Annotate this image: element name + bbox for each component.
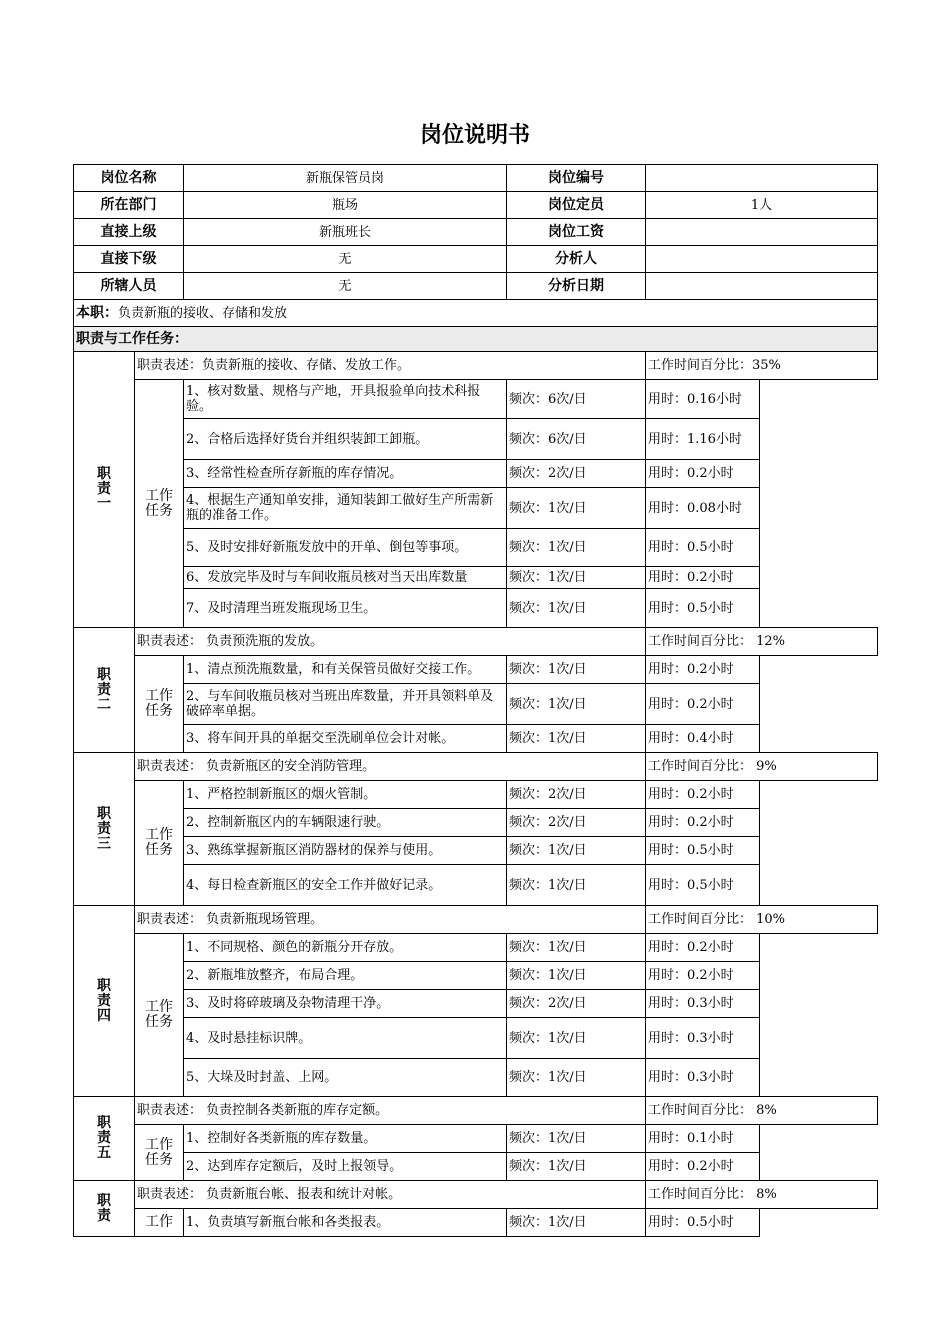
duty-description: 职责表述： 负责控制各类新瓶的库存定额。	[135, 1097, 646, 1125]
task-text: 7、及时清理当班发瓶现场卫生。	[184, 589, 507, 628]
task-label: 工作 任务	[135, 1125, 184, 1181]
benzhi-row	[74, 300, 878, 327]
section-row	[74, 327, 878, 352]
task-text: 2、达到库存定额后，及时上报领导。	[184, 1153, 507, 1181]
task-duration: 用时：0.4小时	[646, 725, 760, 753]
task-text: 4、每日检查新瓶区的安全工作并做好记录。	[184, 865, 507, 906]
task-frequency: 频次：2次/日	[507, 809, 646, 837]
task-text: 1、核对数量、规格与产地，开具报验单向技术科报验。	[184, 380, 507, 419]
duty-description: 职责表述： 负责新瓶区的安全消防管理。	[135, 753, 646, 781]
task-frequency: 频次：1次/日	[507, 1018, 646, 1059]
task-row	[74, 865, 878, 906]
duty-desc-row	[74, 1097, 878, 1125]
task-duration: 用时：0.2小时	[646, 460, 760, 488]
header-label: 岗位定员	[507, 192, 646, 219]
task-row	[74, 837, 878, 865]
duty-description: 职责表述： 负责预洗瓶的发放。	[135, 628, 646, 656]
task-duration: 用时：0.3小时	[646, 1018, 760, 1059]
task-frequency: 频次：1次/日	[507, 1153, 646, 1181]
task-text: 2、新瓶堆放整齐，布局合理。	[184, 962, 507, 990]
task-text: 2、与车间收瓶员核对当班出库数量，并开具领料单及破碎率单据。	[184, 684, 507, 725]
task-frequency: 频次：2次/日	[507, 781, 646, 809]
task-text: 6、发放完毕及时与车间收瓶员核对当天出库数量	[184, 567, 507, 589]
task-frequency: 频次：2次/日	[507, 460, 646, 488]
task-row	[74, 419, 878, 460]
task-row	[74, 589, 878, 628]
header-label: 分析人	[507, 246, 646, 273]
task-duration: 用时：0.2小时	[646, 684, 760, 725]
duty-time-percent: 工作时间百分比： 10%	[646, 906, 878, 934]
task-duration: 用时：0.5小时	[646, 589, 760, 628]
duty-desc-row	[74, 1181, 878, 1209]
task-text: 5、及时安排好新瓶发放中的开单、倒包等事项。	[184, 529, 507, 567]
task-duration: 用时：0.2小时	[646, 809, 760, 837]
task-row	[74, 656, 878, 684]
task-frequency: 频次：1次/日	[507, 488, 646, 529]
task-row	[74, 1153, 878, 1181]
job-description-table	[73, 164, 878, 1237]
duty-desc-row	[74, 352, 878, 380]
task-frequency: 频次：1次/日	[507, 962, 646, 990]
duty-time-percent: 工作时间百分比：35%	[646, 352, 878, 380]
task-frequency: 频次：1次/日	[507, 656, 646, 684]
task-duration: 用时：0.08小时	[646, 488, 760, 529]
task-duration: 用时：0.5小时	[646, 837, 760, 865]
header-value	[646, 246, 878, 273]
header-value: 瓶场	[184, 192, 507, 219]
task-row	[74, 725, 878, 753]
task-frequency: 频次：1次/日	[507, 837, 646, 865]
duty-name: 职 责 二	[74, 628, 135, 753]
task-duration: 用时：0.5小时	[646, 529, 760, 567]
task-text: 1、不同规格、颜色的新瓶分开存放。	[184, 934, 507, 962]
task-duration: 用时：0.3小时	[646, 1059, 760, 1097]
task-row	[74, 1018, 878, 1059]
header-value: 新瓶保管员岗	[184, 165, 507, 192]
task-text: 1、负责填写新瓶台帐和各类报表。	[184, 1209, 507, 1237]
task-text: 3、及时将碎玻璃及杂物清理干净。	[184, 990, 507, 1018]
duty-time-percent: 工作时间百分比： 9%	[646, 753, 878, 781]
task-duration: 用时：0.2小时	[646, 567, 760, 589]
benzhi-text: 负责新瓶的接收、存储和发放	[118, 305, 288, 321]
task-label: 工作 任务	[135, 781, 184, 906]
task-label: 工作 任务	[135, 656, 184, 753]
header-row	[74, 273, 878, 300]
task-frequency: 频次：1次/日	[507, 529, 646, 567]
task-frequency: 频次：1次/日	[507, 725, 646, 753]
task-duration: 用时：0.16小时	[646, 380, 760, 419]
duty-name: 职 责 五	[74, 1097, 135, 1181]
task-frequency: 频次：1次/日	[507, 865, 646, 906]
duty-desc-row	[74, 753, 878, 781]
task-duration: 用时：0.1小时	[646, 1125, 760, 1153]
header-label: 岗位工资	[507, 219, 646, 246]
task-row	[74, 1209, 878, 1237]
task-label: 工作	[135, 1209, 184, 1237]
task-row	[74, 990, 878, 1018]
task-row	[74, 934, 878, 962]
header-label: 分析日期	[507, 273, 646, 300]
task-frequency: 频次：1次/日	[507, 1059, 646, 1097]
task-frequency: 频次：6次/日	[507, 380, 646, 419]
header-value: 无	[184, 246, 507, 273]
duty-name: 职 责 三	[74, 753, 135, 906]
task-row	[74, 1125, 878, 1153]
benzhi	[74, 300, 878, 327]
task-text: 2、控制新瓶区内的车辆限速行驶。	[184, 809, 507, 837]
header-value	[646, 219, 878, 246]
header-row	[74, 246, 878, 273]
page-title: 岗位说明书	[419, 123, 530, 148]
task-row	[74, 460, 878, 488]
header-label: 所在部门	[74, 192, 184, 219]
task-frequency: 频次：1次/日	[507, 684, 646, 725]
task-duration: 用时：0.2小时	[646, 934, 760, 962]
header-value: 无	[184, 273, 507, 300]
duty-description: 职责表述： 负责新瓶现场管理。	[135, 906, 646, 934]
task-row	[74, 529, 878, 567]
task-frequency: 频次：2次/日	[507, 990, 646, 1018]
task-frequency: 频次：1次/日	[507, 1209, 646, 1237]
task-label: 工作 任务	[135, 380, 184, 628]
task-row	[74, 1059, 878, 1097]
task-frequency: 频次：1次/日	[507, 1125, 646, 1153]
header-value: 新瓶班长	[184, 219, 507, 246]
task-row	[74, 380, 878, 419]
task-row	[74, 781, 878, 809]
task-duration: 用时：0.2小时	[646, 962, 760, 990]
header-row	[74, 219, 878, 246]
benzhi-label: 本职：	[76, 304, 118, 321]
header-label: 直接上级	[74, 219, 184, 246]
section-title: 职责与工作任务：	[74, 327, 878, 352]
task-text: 1、清点预洗瓶数量，和有关保管员做好交接工作。	[184, 656, 507, 684]
task-duration: 用时：0.5小时	[646, 1209, 760, 1237]
duty-name: 职 责 四	[74, 906, 135, 1097]
task-row	[74, 962, 878, 990]
task-text: 4、及时悬挂标识牌。	[184, 1018, 507, 1059]
task-duration: 用时：1.16小时	[646, 419, 760, 460]
duty-name: 职 责 一	[74, 352, 135, 628]
task-text: 4、根据生产通知单安排，通知装卸工做好生产所需新瓶的准备工作。	[184, 488, 507, 529]
task-text: 3、经常性检查所存新瓶的库存情况。	[184, 460, 507, 488]
header-row	[74, 165, 878, 192]
task-duration: 用时：0.5小时	[646, 865, 760, 906]
header-label: 直接下级	[74, 246, 184, 273]
task-duration: 用时：0.2小时	[646, 656, 760, 684]
task-frequency: 频次：1次/日	[507, 589, 646, 628]
task-duration: 用时：0.3小时	[646, 990, 760, 1018]
task-frequency: 频次：1次/日	[507, 934, 646, 962]
duty-desc-row	[74, 906, 878, 934]
header-label: 岗位编号	[507, 165, 646, 192]
header-row	[74, 192, 878, 219]
task-frequency: 频次：1次/日	[507, 567, 646, 589]
task-text: 1、严格控制新瓶区的烟火管制。	[184, 781, 507, 809]
duty-time-percent: 工作时间百分比： 8%	[646, 1097, 878, 1125]
duty-name: 职 责	[74, 1181, 135, 1237]
task-text: 5、大垛及时封盖、上网。	[184, 1059, 507, 1097]
task-text: 1、控制好各类新瓶的库存数量。	[184, 1125, 507, 1153]
task-text: 3、将车间开具的单据交至洗刷单位会计对帐。	[184, 725, 507, 753]
task-row	[74, 567, 878, 589]
duty-description: 职责表述：负责新瓶的接收、存储、发放工作。	[135, 352, 646, 380]
header-value: 1人	[646, 192, 878, 219]
task-frequency: 频次：6次/日	[507, 419, 646, 460]
duty-time-percent: 工作时间百分比： 12%	[646, 628, 878, 656]
task-row	[74, 809, 878, 837]
task-row	[74, 488, 878, 529]
header-label: 所辖人员	[74, 273, 184, 300]
duty-description: 职责表述： 负责新瓶台帐、报表和统计对帐。	[135, 1181, 646, 1209]
task-duration: 用时：0.2小时	[646, 1153, 760, 1181]
task-row	[74, 684, 878, 725]
task-duration: 用时：0.2小时	[646, 781, 760, 809]
header-label: 岗位名称	[74, 165, 184, 192]
duty-time-percent: 工作时间百分比： 8%	[646, 1181, 878, 1209]
duty-desc-row	[74, 628, 878, 656]
header-value	[646, 165, 878, 192]
task-text: 3、熟练掌握新瓶区消防器材的保养与使用。	[184, 837, 507, 865]
task-label: 工作 任务	[135, 934, 184, 1097]
header-value	[646, 273, 878, 300]
task-text: 2、合格后选择好货台并组织装卸工卸瓶。	[184, 419, 507, 460]
